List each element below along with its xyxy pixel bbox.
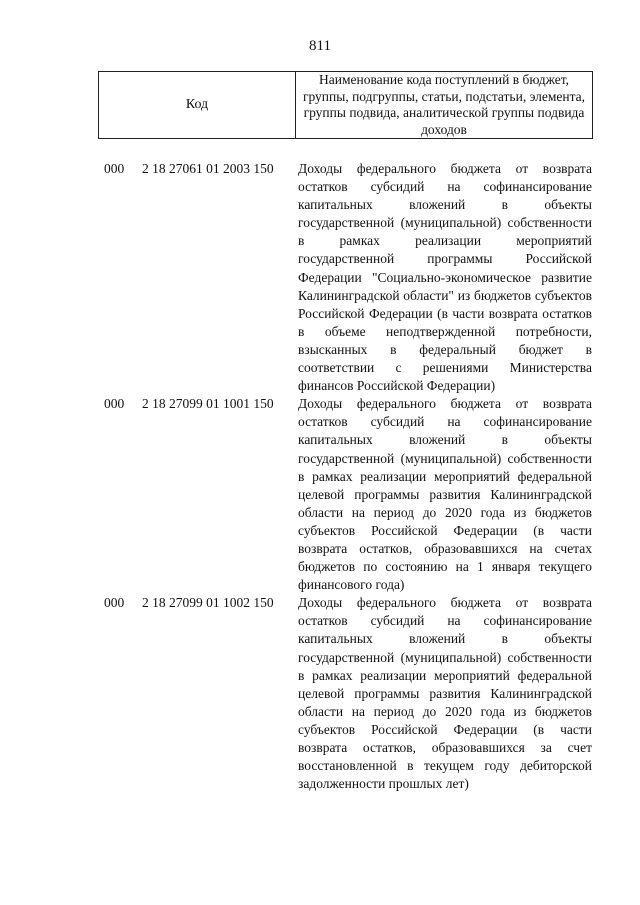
admin-code: 000: [104, 161, 125, 176]
page-number: 811: [309, 38, 331, 54]
budget-code: 2 18 27099 01 1002 150: [142, 595, 274, 611]
code-description: Доходы федерального бюджета от возврата остатков субсидий на софинансирование капитальных вложений в объекты государственной (муниципальной) собственности в рамках реализации мероприятий федеральной целевой программы развития Калининградской области на период до 2020 года из бюджетов субъектов Российской Федерации (в части возврата остатков, образовавшихся на счетах бюджетов по состоянию на 1 января текущего финансового года): [298, 396, 592, 593]
header-name-column: Наименование кода поступлений в бюджет, группы, подгруппы, статьи, подстатьи, элемента, группы подвида, аналитической группы подвида доходов: [302, 72, 586, 137]
code-description: Доходы федерального бюджета от возврата остатков субсидий на софинансирование капитальных вложений в объекты государственной (муниципальной) собственности в рамках реализации мероприятий государственной программы Российской Федерации "Социально-экономическое развитие Калининградской области" из бюджетов субъектов Российской Федерации (в части возврата остатков в объеме неподтвержденной потребности, взысканных в федеральный бюджет в соответствии с решениями Министерства финансов Российской Федерации): [298, 161, 592, 394]
table-row: [104, 395, 594, 594]
table-row: [104, 160, 594, 395]
code-description: Доходы федерального бюджета от возврата остатков субсидий на софинансирование капитальных вложений в объекты государственной (муниципальной) собственности в рамках реализации мероприятий федеральной целевой программы развития Калининградской области на период до 2020 года из бюджетов субъектов Российской Федерации (в части возврата остатков, образовавшихся за счет восстановленной в текущем году дебиторской задолженности прошлых лет): [298, 595, 592, 792]
income-codes-list: [104, 160, 594, 793]
budget-code: 2 18 27061 01 2003 150: [142, 161, 274, 176]
header-code-column: Код: [99, 72, 296, 138]
admin-code: 000: [104, 595, 125, 611]
table-header: [98, 71, 593, 139]
budget-code: 2 18 27099 01 1001 150: [142, 396, 274, 412]
table-row: [104, 594, 594, 793]
admin-code: 000: [104, 396, 125, 412]
